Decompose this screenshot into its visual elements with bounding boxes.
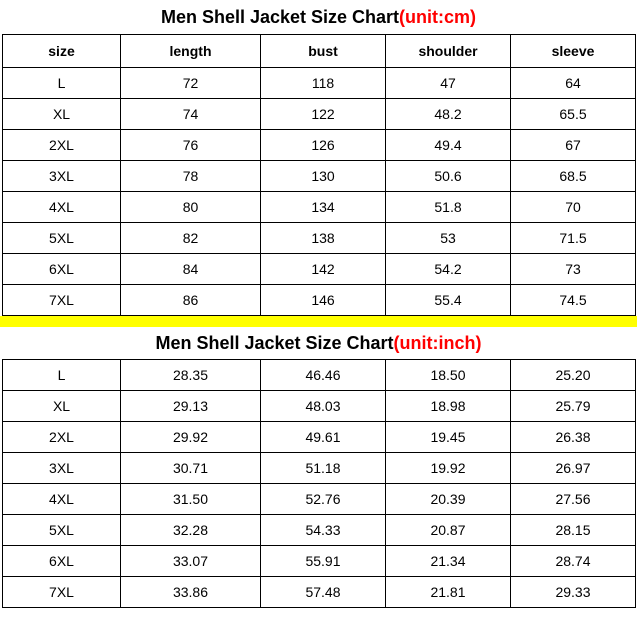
cell-bust: 57.48 [261,577,386,608]
cell-bust: 54.33 [261,515,386,546]
cell-length: 31.50 [121,484,261,515]
cell-shoulder: 19.45 [386,422,511,453]
cell-size: 5XL [3,515,121,546]
cell-size: 6XL [3,254,121,285]
chart-title-inch [0,327,637,359]
cell-length: 28.35 [121,360,261,391]
bottom-spacer [0,608,637,624]
column-header-shoulder: shoulder [386,35,511,68]
cell-shoulder: 18.50 [386,360,511,391]
cell-length: 82 [121,223,261,254]
cell-shoulder: 18.98 [386,391,511,422]
cell-sleeve: 28.74 [511,546,636,577]
cell-size: L [3,68,121,99]
cell-shoulder: 48.2 [386,99,511,130]
cell-length: 33.07 [121,546,261,577]
cell-bust: 130 [261,161,386,192]
cell-bust: 49.61 [261,422,386,453]
cell-bust: 134 [261,192,386,223]
cell-size: XL [3,391,121,422]
column-header-length: length [121,35,261,68]
cell-bust: 52.76 [261,484,386,515]
cell-length: 32.28 [121,515,261,546]
table-row [3,285,636,316]
cell-sleeve: 73 [511,254,636,285]
table-row [3,546,636,577]
cell-bust: 118 [261,68,386,99]
table-row [3,484,636,515]
chart-title-cm-main: Men Shell Jacket Size Chart [160,6,400,27]
size-table-cm [2,34,636,316]
cell-shoulder: 54.2 [386,254,511,285]
cell-sleeve: 26.38 [511,422,636,453]
column-header-sleeve: sleeve [511,35,636,68]
cell-shoulder: 20.39 [386,484,511,515]
cell-size: 6XL [3,546,121,577]
cell-length: 80 [121,192,261,223]
cell-shoulder: 51.8 [386,192,511,223]
chart-title-inch-text [155,333,481,354]
cell-shoulder: 21.81 [386,577,511,608]
cell-sleeve: 26.97 [511,453,636,484]
cell-sleeve: 27.56 [511,484,636,515]
cell-bust: 138 [261,223,386,254]
cell-sleeve: 25.20 [511,360,636,391]
cell-shoulder: 50.6 [386,161,511,192]
cell-shoulder: 21.34 [386,546,511,577]
table-row [3,360,636,391]
table-row [3,223,636,254]
cell-size: 4XL [3,484,121,515]
column-header-size: size [3,35,121,68]
size-table-inch [2,359,636,608]
table-header-row [3,35,636,68]
cell-sleeve: 64 [511,68,636,99]
cell-size: 2XL [3,130,121,161]
cell-size: 2XL [3,422,121,453]
cell-bust: 122 [261,99,386,130]
cell-bust: 46.46 [261,360,386,391]
cell-length: 29.13 [121,391,261,422]
cell-shoulder: 47 [386,68,511,99]
cell-size: 5XL [3,223,121,254]
chart-title-cm-text [161,7,476,28]
cell-shoulder: 53 [386,223,511,254]
cell-length: 29.92 [121,422,261,453]
cell-size: 7XL [3,577,121,608]
cell-bust: 142 [261,254,386,285]
table-row [3,577,636,608]
cell-length: 33.86 [121,577,261,608]
table-row [3,192,636,223]
cell-sleeve: 71.5 [511,223,636,254]
table-row [3,161,636,192]
table-row [3,68,636,99]
table-row [3,422,636,453]
cell-sleeve: 67 [511,130,636,161]
cell-sleeve: 28.15 [511,515,636,546]
cell-length: 86 [121,285,261,316]
cell-size: 7XL [3,285,121,316]
cell-shoulder: 49.4 [386,130,511,161]
chart-title-inch-unit: (unit:inch) [393,332,482,353]
cell-sleeve: 29.33 [511,577,636,608]
cell-sleeve: 68.5 [511,161,636,192]
cell-length: 72 [121,68,261,99]
cell-length: 84 [121,254,261,285]
table-row [3,99,636,130]
cell-bust: 146 [261,285,386,316]
cell-shoulder: 55.4 [386,285,511,316]
column-header-bust: bust [261,35,386,68]
cell-bust: 48.03 [261,391,386,422]
chart-title-cm-unit: (unit:cm) [399,6,477,27]
cell-bust: 55.91 [261,546,386,577]
cell-sleeve: 74.5 [511,285,636,316]
cell-length: 78 [121,161,261,192]
cell-length: 30.71 [121,453,261,484]
table-row [3,453,636,484]
cell-sleeve: 70 [511,192,636,223]
table-row [3,515,636,546]
table-row [3,130,636,161]
table-row [3,254,636,285]
chart-title-inch-main: Men Shell Jacket Size Chart [155,332,394,353]
cell-bust: 126 [261,130,386,161]
cell-size: 3XL [3,453,121,484]
cell-sleeve: 25.79 [511,391,636,422]
cell-size: XL [3,99,121,130]
cell-length: 76 [121,130,261,161]
cell-length: 74 [121,99,261,130]
cell-sleeve: 65.5 [511,99,636,130]
table-row [3,391,636,422]
chart-title-cm [0,0,637,34]
section-divider [0,316,637,327]
cell-size: 4XL [3,192,121,223]
cell-shoulder: 19.92 [386,453,511,484]
cell-bust: 51.18 [261,453,386,484]
cell-size: 3XL [3,161,121,192]
cell-size: L [3,360,121,391]
cell-shoulder: 20.87 [386,515,511,546]
